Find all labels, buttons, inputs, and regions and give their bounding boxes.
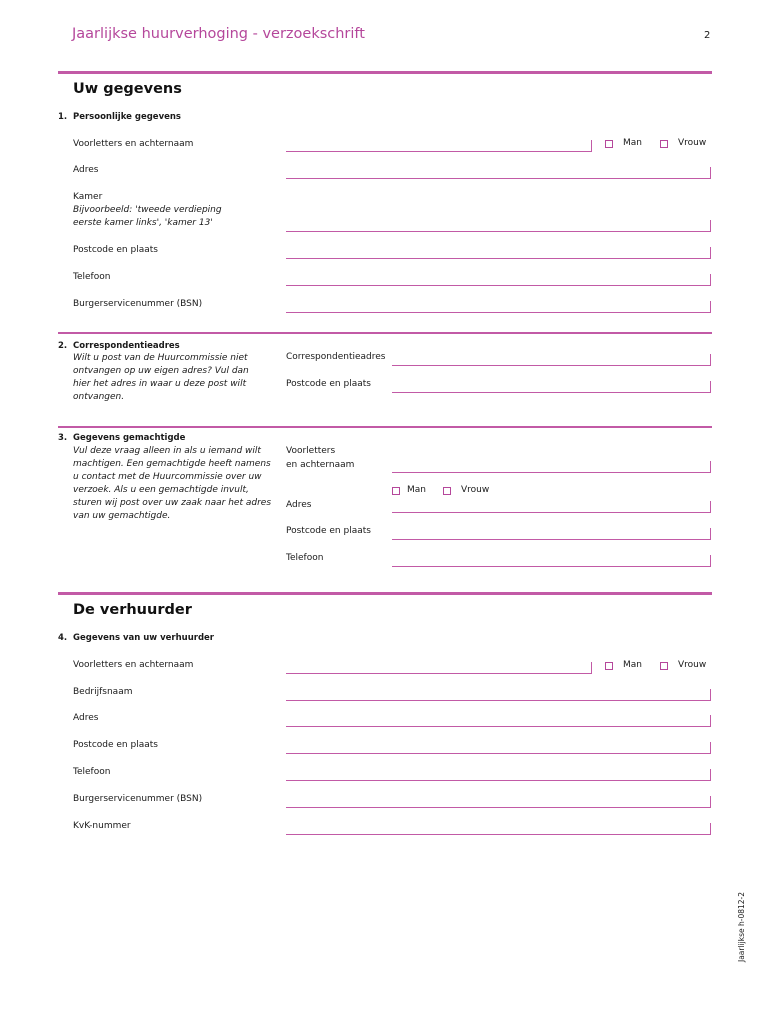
- question-number: 1.: [58, 112, 68, 122]
- telefoon-label: Telefoon: [73, 272, 111, 282]
- bedrijfsnaam-field[interactable]: [286, 689, 711, 701]
- verhuurder-man-label: Man: [623, 660, 642, 670]
- gemachtigde-man-checkbox[interactable]: [392, 487, 400, 495]
- correspondentie-note: ontvangen.: [73, 392, 125, 402]
- verhuurder-name-label: Voorletters en achternaam: [73, 660, 194, 670]
- gemachtigde-note: sturen wij post over uw zaak naar het adres: [73, 498, 272, 508]
- gemachtigde-telefoon-field[interactable]: [392, 555, 711, 567]
- verhuurder-vrouw-label: Vrouw: [678, 660, 707, 670]
- gemachtigde-note: Vul deze vraag alleen in als u iemand wilt: [73, 446, 261, 456]
- gemachtigde-name-label: Voorletters: [286, 446, 336, 456]
- gemachtigde-vrouw-checkbox[interactable]: [443, 487, 451, 495]
- gender-vrouw-label: Vrouw: [678, 138, 707, 148]
- verhuurder-man-checkbox[interactable]: [605, 662, 613, 670]
- document-title: Jaarlijkse huurverhoging - verzoekschrift: [72, 26, 365, 42]
- form-code: Jaarlijkse h-0812-2: [737, 891, 746, 962]
- verhuurder-name-field[interactable]: [286, 662, 592, 674]
- verhuurder-vrouw-checkbox[interactable]: [660, 662, 668, 670]
- verhuurder-telefoon-field[interactable]: [286, 769, 711, 781]
- question-number: 3.: [58, 433, 68, 443]
- question-rule: [58, 426, 712, 428]
- kvk-label: KvK-nummer: [73, 821, 131, 831]
- question-rule: [58, 332, 712, 334]
- section-rule: [58, 71, 712, 74]
- gemachtigde-vrouw-label: Vrouw: [461, 485, 490, 495]
- kamer-label: Kamer: [73, 192, 103, 202]
- correspondentie-note: hier het adres in waar u deze post wilt: [73, 379, 247, 389]
- gemachtigde-adres-label: Adres: [286, 500, 312, 510]
- postcode-label: Postcode en plaats: [286, 379, 371, 389]
- question-number: 4.: [58, 633, 68, 643]
- gender-man-label: Man: [623, 138, 642, 148]
- correspondentie-note: ontvangen op uw eigen adres? Vul dan: [73, 366, 249, 376]
- question-number: 2.: [58, 341, 68, 351]
- page-number: 2: [704, 30, 711, 41]
- telefoon-field[interactable]: [286, 274, 711, 286]
- bsn-field[interactable]: [286, 301, 711, 313]
- gemachtigde-man-label: Man: [407, 485, 426, 495]
- postcode-field[interactable]: [286, 247, 711, 259]
- adres-field[interactable]: [286, 167, 711, 179]
- gemachtigde-telefoon-label: Telefoon: [286, 553, 324, 563]
- section-rule: [58, 592, 712, 595]
- postcode-label: Postcode en plaats: [73, 245, 158, 255]
- kvk-field[interactable]: [286, 823, 711, 835]
- adres-label: Adres: [73, 165, 99, 175]
- gemachtigde-note: van uw gemachtigde.: [73, 511, 171, 521]
- verhuurder-bsn-field[interactable]: [286, 796, 711, 808]
- verhuurder-telefoon-label: Telefoon: [73, 767, 111, 777]
- postcode-field[interactable]: [392, 381, 711, 393]
- correspondentieadres-field[interactable]: [392, 354, 711, 366]
- correspondentieadres-label: Correspondentieadres: [286, 352, 386, 362]
- bedrijfsnaam-label: Bedrijfsnaam: [73, 687, 133, 697]
- gemachtigde-note: machtigen. Een gemachtigde heeft namens: [73, 459, 271, 469]
- verhuurder-bsn-label: Burgerservicenummer (BSN): [73, 794, 203, 804]
- correspondentie-note: Wilt u post van de Huurcommissie niet: [73, 353, 248, 363]
- gemachtigde-adres-field[interactable]: [392, 501, 711, 513]
- question-title-persoonlijke-gegevens: Persoonlijke gegevens: [73, 112, 181, 122]
- question-title-gegevens-verhuurder: Gegevens van uw verhuurder: [73, 633, 215, 643]
- question-title-correspondentieadres: Correspondentieadres: [73, 341, 180, 351]
- gemachtigde-postcode-field[interactable]: [392, 528, 711, 540]
- kamer-field[interactable]: [286, 220, 711, 232]
- gemachtigde-note: verzoek. Als u een gemachtigde invult,: [73, 485, 249, 495]
- verhuurder-postcode-label: Postcode en plaats: [73, 740, 158, 750]
- verhuurder-postcode-field[interactable]: [286, 742, 711, 754]
- name-label: Voorletters en achternaam: [73, 139, 194, 149]
- section-title-uw-gegevens: Uw gegevens: [73, 81, 182, 97]
- gemachtigde-name-label: en achternaam: [286, 460, 355, 470]
- bsn-label: Burgerservicenummer (BSN): [73, 299, 203, 309]
- kamer-note: Bijvoorbeeld: 'tweede verdieping: [73, 205, 222, 215]
- verhuurder-adres-label: Adres: [73, 713, 99, 723]
- gender-man-checkbox[interactable]: [605, 140, 613, 148]
- verhuurder-adres-field[interactable]: [286, 715, 711, 727]
- gemachtigde-name-field[interactable]: [392, 461, 711, 473]
- gemachtigde-postcode-label: Postcode en plaats: [286, 526, 371, 536]
- gender-vrouw-checkbox[interactable]: [660, 140, 668, 148]
- name-field[interactable]: [286, 140, 592, 152]
- question-title-gegevens-gemachtigde: Gegevens gemachtigde: [73, 433, 186, 443]
- gemachtigde-note: u contact met de Huurcommissie over uw: [73, 472, 262, 482]
- kamer-note: eerste kamer links', 'kamer 13': [73, 218, 213, 228]
- section-title-de-verhuurder: De verhuurder: [73, 602, 192, 618]
